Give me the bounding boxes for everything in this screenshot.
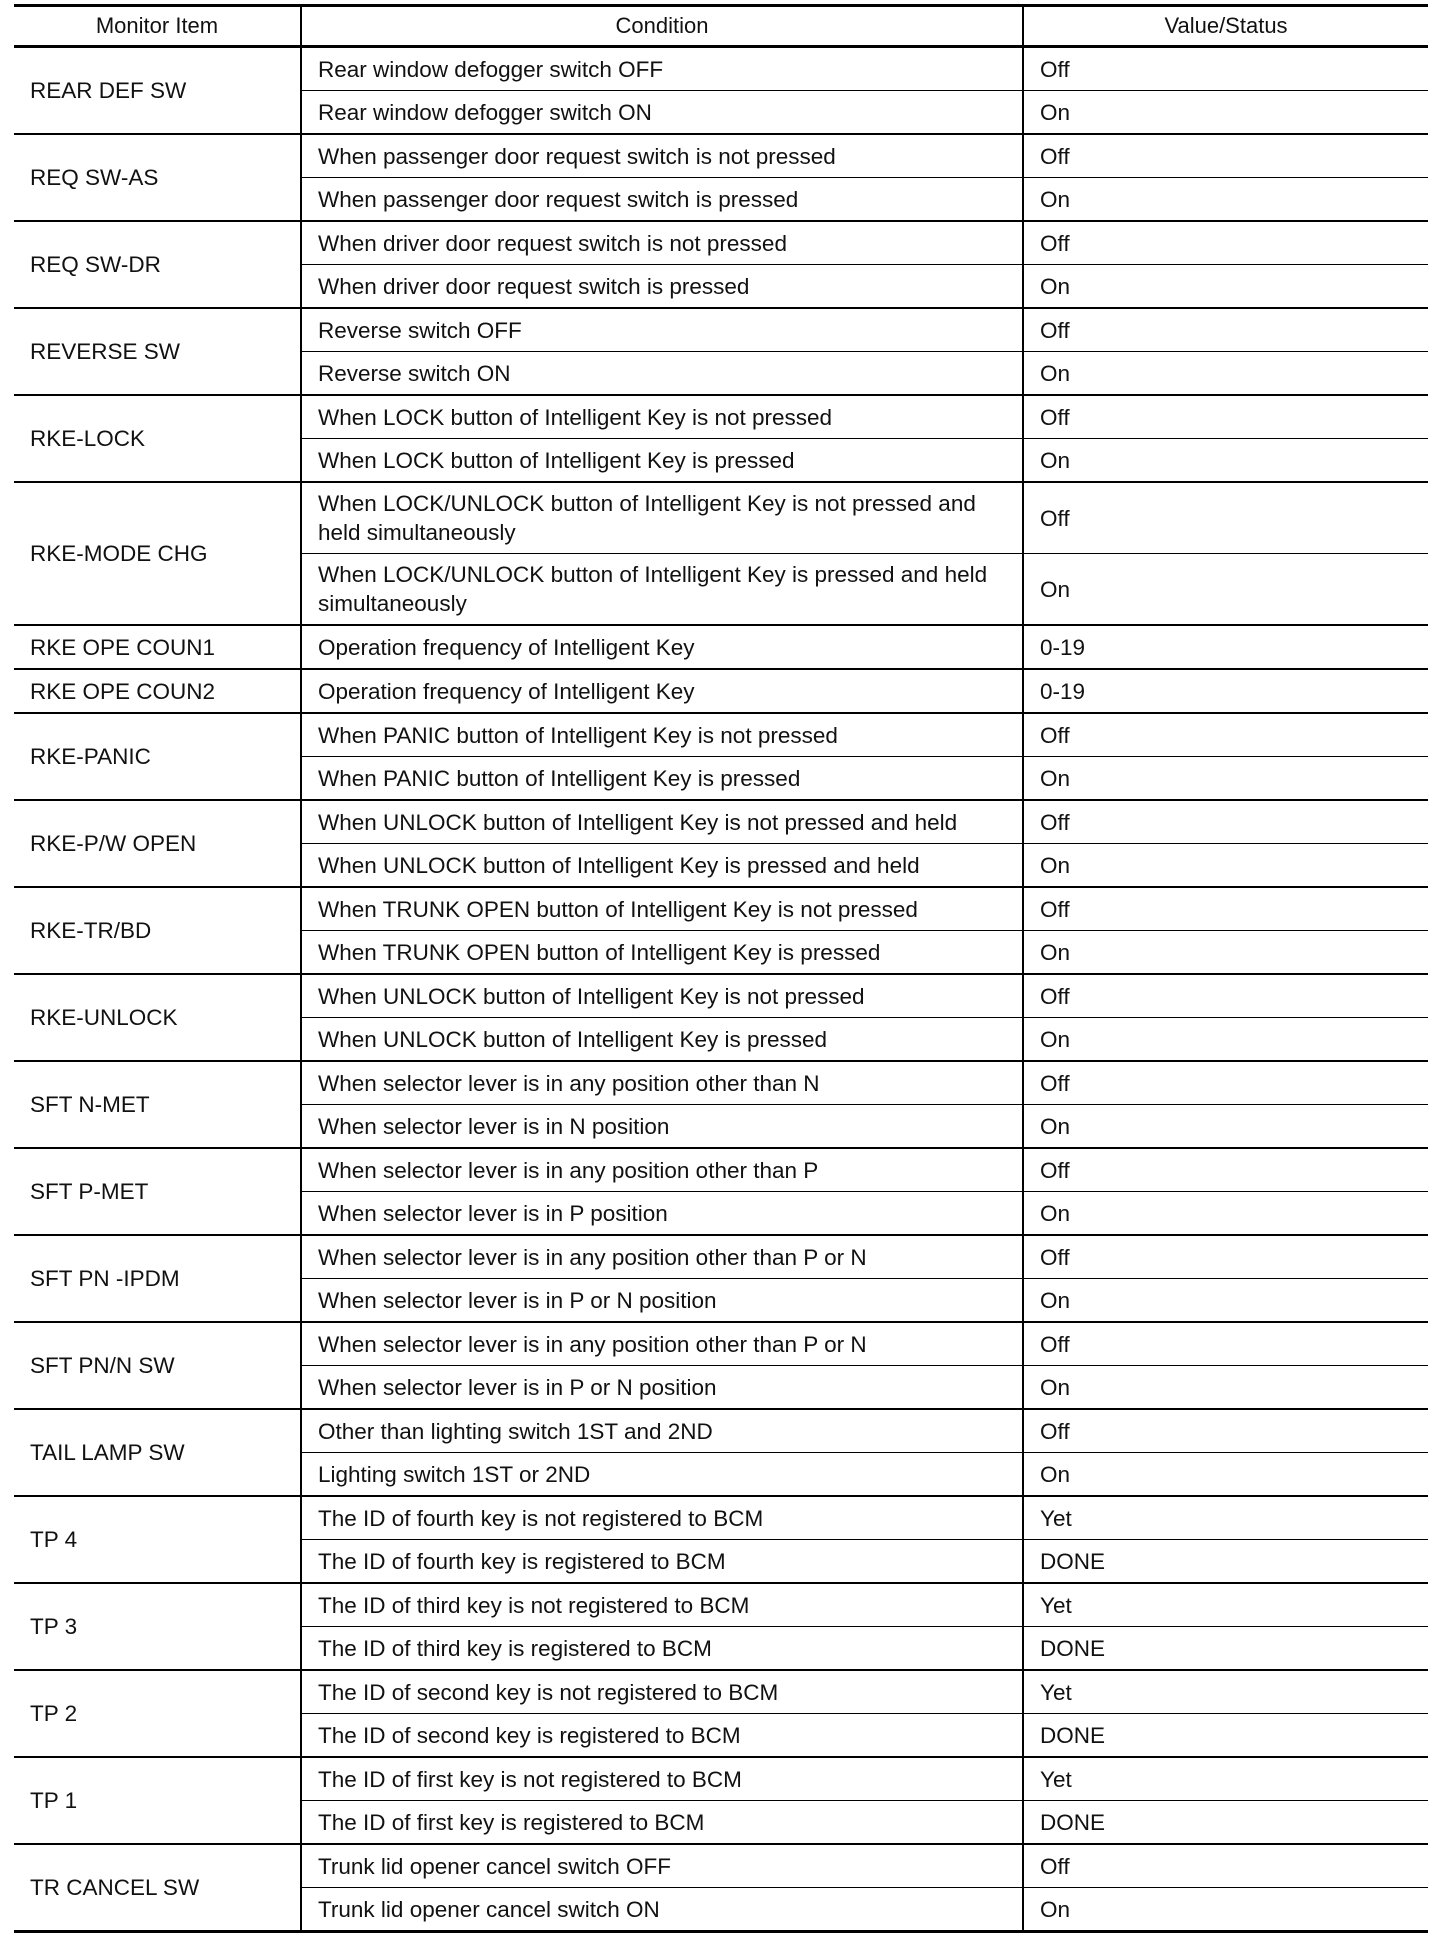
value-status-cell: Off [1023, 800, 1428, 844]
value-status-cell: Off [1023, 482, 1428, 554]
table-body [14, 47, 1428, 1932]
monitor-item-cell: RKE-PANIC [14, 713, 301, 800]
table-row [14, 800, 1428, 844]
table-row [14, 713, 1428, 757]
monitor-item-cell: REQ SW-DR [14, 221, 301, 308]
condition-cell: When UNLOCK button of Intelligent Key is not pressed and held [301, 800, 1023, 844]
value-status-cell: On [1023, 1366, 1428, 1410]
value-status-cell: On [1023, 844, 1428, 888]
condition-cell: When LOCK/UNLOCK button of Intelligent Key is pressed and held simultaneously [301, 554, 1023, 626]
table-row [14, 1409, 1428, 1453]
value-status-cell: Off [1023, 1409, 1428, 1453]
value-status-cell: On [1023, 1018, 1428, 1062]
value-status-cell: On [1023, 554, 1428, 626]
monitor-item-cell: REAR DEF SW [30, 78, 187, 103]
monitor-item-cell: SFT P-MET [14, 1148, 301, 1235]
monitor-item-cell: REVERSE SW [14, 308, 301, 395]
value-status-cell: On [1023, 352, 1428, 396]
condition-cell: The ID of third key is registered to BCM [301, 1627, 1023, 1671]
value-status-cell: On [1023, 1453, 1428, 1497]
header-monitor-item: Monitor Item [14, 6, 301, 47]
condition-cell: The ID of fourth key is not registered to BCM [301, 1496, 1023, 1540]
monitor-item-cell: SFT PN -IPDM [14, 1235, 301, 1322]
condition-cell: When PANIC button of Intelligent Key is not pressed [301, 713, 1023, 757]
condition-cell: Reverse switch OFF [301, 308, 1023, 352]
condition-cell: When driver door request switch is not pressed [301, 221, 1023, 265]
condition-cell: When LOCK button of Intelligent Key is pressed [301, 439, 1023, 483]
monitor-item-cell: RKE-UNLOCK [14, 974, 301, 1061]
table-row [14, 1757, 1428, 1801]
table-row [14, 625, 1428, 669]
value-status-cell: On [1023, 178, 1428, 222]
condition-cell: When selector lever is in P or N position [301, 1366, 1023, 1410]
condition-cell: When selector lever is in P position [301, 1192, 1023, 1236]
value-status-cell: 0-19 [1023, 669, 1428, 713]
monitor-item-cell: RKE OPE COUN1 [14, 625, 301, 669]
value-status-cell: On [1023, 1888, 1428, 1932]
table-row [14, 887, 1428, 931]
condition-cell: Other than lighting switch 1ST and 2ND [301, 1409, 1023, 1453]
condition-cell: When passenger door request switch is pressed [301, 178, 1023, 222]
table-row [14, 134, 1428, 178]
value-status-cell: Off [1023, 887, 1428, 931]
table-row [14, 1844, 1428, 1888]
table-row [14, 482, 1428, 554]
value-status-cell: Off [1023, 1844, 1428, 1888]
condition-cell: Trunk lid opener cancel switch OFF [301, 1844, 1023, 1888]
value-status-cell: Off [1023, 47, 1428, 91]
monitor-item-cell: SFT N-MET [14, 1061, 301, 1148]
value-status-cell: Off [1023, 1148, 1428, 1192]
value-status-cell: Off [1023, 1322, 1428, 1366]
condition-cell: The ID of third key is not registered to BCM [301, 1583, 1023, 1627]
value-status-cell: Yet [1023, 1757, 1428, 1801]
monitor-item-cell: RKE-P/W OPEN [14, 800, 301, 887]
table-row [14, 1670, 1428, 1714]
value-status-cell: On [1023, 439, 1428, 483]
monitor-item-cell: TP 3 [14, 1583, 301, 1670]
table-row [14, 1583, 1428, 1627]
value-status-cell: Yet [1023, 1670, 1428, 1714]
monitor-item-cell: SFT PN/N SW [14, 1322, 301, 1409]
condition-cell: Reverse switch ON [301, 352, 1023, 396]
monitor-item-cell: RKE-MODE CHG [14, 482, 301, 625]
value-status-cell: On [1023, 931, 1428, 975]
condition-cell: Rear window defogger switch ON [301, 91, 1023, 135]
condition-cell: Rear window defogger switch OFF [301, 47, 1023, 91]
table-row [14, 1496, 1428, 1540]
condition-cell: When selector lever is in N position [301, 1105, 1023, 1149]
value-status-cell: DONE [1023, 1540, 1428, 1584]
value-status-cell: On [1023, 1105, 1428, 1149]
monitor-item-cell: TP 1 [14, 1757, 301, 1844]
condition-cell: When selector lever is in any position other than N [301, 1061, 1023, 1105]
table-row [14, 47, 1428, 91]
condition-cell: When TRUNK OPEN button of Intelligent Key is not pressed [301, 887, 1023, 931]
value-status-cell: Yet [1023, 1583, 1428, 1627]
table-row [14, 221, 1428, 265]
monitor-item-cell: TP 4 [14, 1496, 301, 1583]
condition-cell: When PANIC button of Intelligent Key is pressed [301, 757, 1023, 801]
value-status-cell: Off [1023, 1235, 1428, 1279]
table-row [14, 308, 1428, 352]
condition-cell: When selector lever is in any position other than P or N [301, 1322, 1023, 1366]
condition-cell: When selector lever is in any position other than P [301, 1148, 1023, 1192]
value-status-cell: Off [1023, 308, 1428, 352]
value-status-cell: Off [1023, 395, 1428, 439]
value-status-cell: On [1023, 265, 1428, 309]
monitor-item-cell: RKE-TR/BD [14, 887, 301, 974]
condition-cell: When passenger door request switch is not pressed [301, 134, 1023, 178]
table-row [14, 1235, 1428, 1279]
condition-cell: Operation frequency of Intelligent Key [301, 625, 1023, 669]
condition-cell: The ID of fourth key is registered to BCM [301, 1540, 1023, 1584]
condition-cell: When UNLOCK button of Intelligent Key is pressed and held [301, 844, 1023, 888]
condition-cell: The ID of second key is registered to BCM [301, 1714, 1023, 1758]
condition-cell: When selector lever is in any position other than P or N [301, 1235, 1023, 1279]
value-status-cell: On [1023, 757, 1428, 801]
condition-cell: Operation frequency of Intelligent Key [301, 669, 1023, 713]
value-status-cell: Off [1023, 134, 1428, 178]
value-status-cell: Off [1023, 1061, 1428, 1105]
value-status-cell: On [1023, 91, 1428, 135]
table-row [14, 1148, 1428, 1192]
value-status-cell: DONE [1023, 1801, 1428, 1845]
monitor-item-cell: RKE OPE COUN2 [14, 669, 301, 713]
condition-cell: Trunk lid opener cancel switch ON [301, 1888, 1023, 1932]
value-status-cell: On [1023, 1192, 1428, 1236]
value-status-cell: Off [1023, 713, 1428, 757]
table-row [14, 395, 1428, 439]
header-value-status: Value/Status [1023, 6, 1428, 47]
condition-cell: The ID of first key is not registered to BCM [301, 1757, 1023, 1801]
table-header [14, 6, 1428, 47]
header-condition: Condition [301, 6, 1023, 47]
value-status-cell: DONE [1023, 1714, 1428, 1758]
table-row [14, 1322, 1428, 1366]
condition-cell: When LOCK button of Intelligent Key is not pressed [301, 395, 1023, 439]
value-status-cell: 0-19 [1023, 625, 1428, 669]
header-row [14, 6, 1428, 47]
monitor-item-table [14, 4, 1428, 1933]
monitor-item-cell: RKE-LOCK [14, 395, 301, 482]
condition-cell: When UNLOCK button of Intelligent Key is pressed [301, 1018, 1023, 1062]
condition-cell: When driver door request switch is pressed [301, 265, 1023, 309]
value-status-cell: Off [1023, 974, 1428, 1018]
monitor-item-cell: TAIL LAMP SW [14, 1409, 301, 1496]
monitor-item-cell: TR CANCEL SW [14, 1844, 301, 1932]
condition-cell: Lighting switch 1ST or 2ND [301, 1453, 1023, 1497]
condition-cell: When selector lever is in P or N position [301, 1279, 1023, 1323]
monitor-item-cell: TP 2 [14, 1670, 301, 1757]
table-row [14, 1061, 1428, 1105]
condition-cell: When UNLOCK button of Intelligent Key is not pressed [301, 974, 1023, 1018]
condition-cell: When LOCK/UNLOCK button of Intelligent Key is not pressed and held simultaneously [301, 482, 1023, 554]
condition-cell: The ID of first key is registered to BCM [301, 1801, 1023, 1845]
value-status-cell: Yet [1023, 1496, 1428, 1540]
condition-cell: The ID of second key is not registered to BCM [301, 1670, 1023, 1714]
table-row [14, 669, 1428, 713]
value-status-cell: DONE [1023, 1627, 1428, 1671]
value-status-cell: On [1023, 1279, 1428, 1323]
table-row [14, 974, 1428, 1018]
condition-cell: When TRUNK OPEN button of Intelligent Key is pressed [301, 931, 1023, 975]
value-status-cell: Off [1023, 221, 1428, 265]
monitor-item-cell: REQ SW-AS [14, 134, 301, 221]
